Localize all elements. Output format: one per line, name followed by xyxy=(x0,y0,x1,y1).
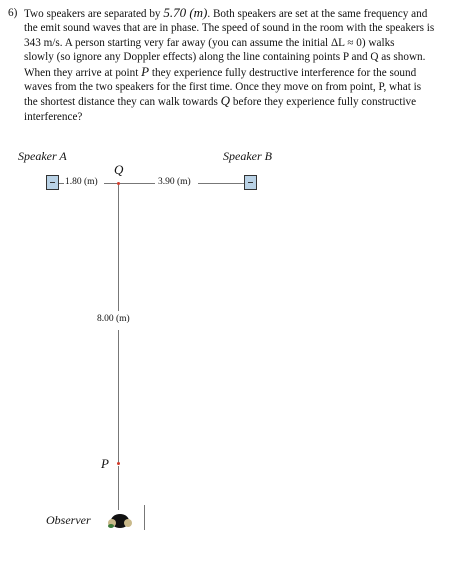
point-q-symbol: Q xyxy=(220,93,231,109)
line-q-p-upper xyxy=(118,185,119,311)
line-q-b-left xyxy=(120,183,155,184)
problem-line-6: waves from the two speakers for the first time. Once they move on from point, P, what is xyxy=(24,81,422,94)
speaker-b-icon xyxy=(244,175,257,190)
speaker-a-label: Speaker A xyxy=(18,149,67,163)
observer-marker-line xyxy=(144,505,145,530)
line-q-p-lower xyxy=(118,330,119,462)
problem-line-2: the emit sound waves that are in phase. The speed of sound in the room with the speakers is xyxy=(24,22,435,35)
point-p-symbol: P xyxy=(141,63,150,79)
line-q-b-right xyxy=(198,183,244,184)
distance-a-q-label: 1.80 (m) xyxy=(65,177,98,187)
problem-line-3: 343 m/s. A person starting very far away (you can assume the initial ΔL ≈ 0) walks xyxy=(24,36,395,49)
problem-line-1: Two speakers are separated by 5.70 (m). Both speakers are set at the same frequency and xyxy=(24,5,428,20)
observer-icon xyxy=(106,511,140,529)
point-p-label: P xyxy=(101,456,109,471)
problem-number: 6) xyxy=(8,7,18,19)
problem-line-4: slowly (so ignore any Doppler effects) along the line containing points P and Q as shown. xyxy=(24,51,426,64)
problem-line-5: When they arrive at point P they experience fully destructive interference for the sound xyxy=(24,63,417,79)
point-q-label: Q xyxy=(114,162,124,177)
problem-line-8: interference? xyxy=(24,110,83,123)
line-a-q-left xyxy=(59,183,64,184)
speaker-a-icon xyxy=(46,175,59,190)
distance-q-p-label: 8.00 (m) xyxy=(97,314,130,324)
problem-line-7: the shortest distance they can walk towards Q before they experience fully constructive xyxy=(24,93,417,109)
separation-value: 5.70 (m) xyxy=(163,5,208,20)
point-p-marker xyxy=(117,462,120,465)
speaker-b-label: Speaker B xyxy=(223,149,272,163)
distance-q-b-label: 3.90 (m) xyxy=(158,177,191,187)
line-p-observer xyxy=(118,466,119,510)
line-a-q-right xyxy=(104,183,117,184)
observer-label: Observer xyxy=(46,513,91,527)
problem-text xyxy=(24,6,464,124)
